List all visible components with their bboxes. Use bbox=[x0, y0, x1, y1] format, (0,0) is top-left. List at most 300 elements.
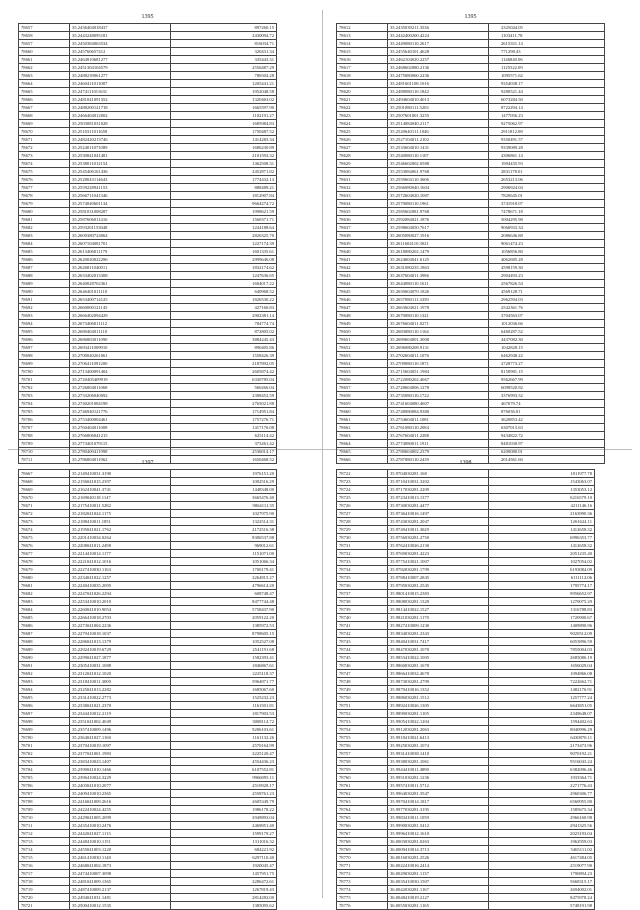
coordinate-cell: 35.9717030281.2209 bbox=[388, 486, 489, 494]
value-cell: 1385972.53 bbox=[171, 622, 277, 630]
value-cell: 1462508.31 bbox=[171, 160, 277, 168]
row-id-cell: 78677 bbox=[19, 550, 70, 558]
value-cell: 2605349.79 bbox=[171, 798, 277, 806]
sheet-title: 1395 bbox=[141, 14, 154, 20]
row-id-cell: 78694 bbox=[19, 686, 70, 694]
value-cell: 6193084.09 bbox=[489, 566, 595, 574]
value-cell: 640968.52 bbox=[171, 288, 277, 296]
value-cell: 1320463.02 bbox=[171, 96, 277, 104]
row-id-cell: 78665 bbox=[19, 88, 70, 96]
row-id-cell: 78709 bbox=[19, 806, 70, 814]
row-id-cell: 78660 bbox=[337, 408, 388, 416]
table-row bbox=[337, 56, 605, 64]
table-row bbox=[19, 662, 277, 670]
coordinate-cell: 35.2722080202.4667 bbox=[388, 376, 489, 384]
value-cell: 1757276.71 bbox=[171, 416, 277, 424]
coordinate-cell: 35.9801410015.2383 bbox=[388, 590, 489, 598]
coordinate-cell: 35.2533604010.1431 bbox=[388, 144, 489, 152]
table-row bbox=[19, 798, 277, 806]
value-cell: 2023193.04 bbox=[489, 830, 595, 838]
row-id-cell: 78688 bbox=[19, 272, 70, 280]
row-id-cell: 78694 bbox=[19, 320, 70, 328]
row-id-cell: 78689 bbox=[19, 646, 70, 654]
row-id-cell: 78745 bbox=[337, 654, 388, 662]
table-row bbox=[337, 96, 605, 104]
value-cell: 2902381.14 bbox=[171, 312, 277, 320]
row-id-cell: 78704 bbox=[19, 400, 70, 408]
value-cell: 4211146.16 bbox=[489, 502, 595, 510]
row-id-cell: 78626 bbox=[337, 136, 388, 144]
value-cell: 1414283.34 bbox=[171, 136, 277, 144]
table-row bbox=[19, 264, 277, 272]
value-cell: 4796614.20 bbox=[171, 582, 277, 590]
table-row bbox=[19, 56, 277, 64]
coordinate-cell: 35.2451304104579 bbox=[70, 64, 171, 72]
value-cell: 335443.31 bbox=[171, 56, 277, 64]
coordinate-cell: 35.2593201153048 bbox=[70, 224, 171, 232]
value-cell: 4598159.30 bbox=[489, 264, 605, 272]
value-cell: 8475978.24 bbox=[489, 894, 595, 902]
value-cell: 625114.42 bbox=[171, 432, 277, 440]
row-id-cell: 78684 bbox=[19, 606, 70, 614]
value-cell: 3704563.07 bbox=[489, 312, 605, 320]
value-cell: 786504.28 bbox=[171, 72, 277, 80]
value-cell: 427166.83 bbox=[171, 304, 277, 312]
table-row bbox=[337, 678, 595, 686]
row-id-cell: 78680 bbox=[19, 574, 70, 582]
table-row bbox=[337, 870, 595, 878]
table-row bbox=[337, 80, 605, 88]
table-row bbox=[337, 272, 605, 280]
table-row bbox=[19, 734, 277, 742]
row-id-cell: 78670 bbox=[19, 494, 70, 502]
coordinate-cell: 35.9918410021.6413 bbox=[388, 734, 489, 742]
table-row bbox=[337, 470, 595, 478]
row-id-cell: 78653 bbox=[337, 352, 388, 360]
table-row bbox=[19, 598, 277, 606]
value-cell: 6200080.01 bbox=[489, 448, 605, 456]
value-cell: 1826530.22 bbox=[171, 296, 277, 304]
value-cell: 1790894.23 bbox=[489, 870, 595, 878]
row-id-cell: 78753 bbox=[337, 718, 388, 726]
coordinate-cell: 36.0003030281.0263 bbox=[388, 838, 489, 846]
table-row bbox=[337, 352, 605, 360]
value-cell: 2225120.47 bbox=[171, 750, 277, 758]
value-cell: 7222662.71 bbox=[489, 678, 595, 686]
table-row bbox=[19, 176, 277, 184]
row-id-cell: 78700 bbox=[19, 368, 70, 376]
value-cell: 2051235.40 bbox=[489, 550, 595, 558]
value-cell: 2999646.08 bbox=[171, 256, 277, 264]
coordinate-cell: 35.9866410032.4678 bbox=[388, 670, 489, 678]
table-row bbox=[337, 232, 605, 240]
table-row bbox=[19, 128, 277, 136]
table-row bbox=[19, 854, 277, 862]
value-cell: 1812907.84 bbox=[171, 192, 277, 200]
value-cell: 3376993.52 bbox=[489, 392, 605, 400]
row-id-cell: 78706 bbox=[19, 416, 70, 424]
coordinate-cell: 35.2670080110.1321 bbox=[388, 312, 489, 320]
row-id-cell: 78649 bbox=[337, 320, 388, 328]
table-row bbox=[337, 112, 605, 120]
value-cell: 4062685.28 bbox=[489, 256, 605, 264]
table-row bbox=[337, 64, 605, 72]
value-cell: 1027975.90 bbox=[171, 510, 277, 518]
row-id-cell: 78691 bbox=[19, 662, 70, 670]
value-cell: 1205441.21 bbox=[171, 80, 277, 88]
value-cell: 9206103.61 bbox=[171, 726, 277, 734]
value-cell: 9956652.97 bbox=[489, 590, 595, 598]
coordinate-cell: 35.2713400091404 bbox=[70, 368, 171, 376]
coordinate-cell: 35.2574040601134 bbox=[70, 200, 171, 208]
value-cell: 1482176.91 bbox=[489, 686, 595, 694]
row-id-cell: 78693 bbox=[19, 678, 70, 686]
row-id-cell: 78712 bbox=[19, 830, 70, 838]
row-id-cell: 78771 bbox=[337, 862, 388, 870]
table-row bbox=[337, 590, 595, 598]
value-cell: 1103411.78 bbox=[489, 32, 605, 40]
coordinate-cell: 35.2528043114643 bbox=[70, 176, 171, 184]
value-cell: 9066933.34 bbox=[489, 224, 605, 232]
value-cell: 1994435.93 bbox=[489, 160, 605, 168]
row-id-cell: 78652 bbox=[337, 344, 388, 352]
table-row bbox=[19, 678, 277, 686]
value-cell: 2101593.32 bbox=[171, 152, 277, 160]
value-cell: 1146840.06 bbox=[489, 56, 605, 64]
coordinate-cell: 35.2312041012.1020 bbox=[70, 670, 171, 678]
coordinate-cell: 35.2273041004.2236 bbox=[70, 622, 171, 630]
table-row bbox=[337, 200, 605, 208]
row-id-cell: 78755 bbox=[337, 734, 388, 742]
coordinate-cell: 35.9840410031.7417 bbox=[388, 638, 489, 646]
row-id-cell: 78773 bbox=[337, 878, 388, 886]
row-id-cell: 78657 bbox=[337, 384, 388, 392]
value-cell: 1267819.43 bbox=[171, 886, 277, 894]
row-id-cell: 78621 bbox=[337, 96, 388, 104]
value-cell: 608748.47 bbox=[171, 590, 277, 598]
table-row bbox=[337, 48, 605, 56]
value-cell: 2685086.19 bbox=[489, 654, 595, 662]
table-row bbox=[337, 686, 595, 694]
coordinate-cell: 35.2787080110.2439 bbox=[388, 456, 489, 464]
row-id-cell: 78655 bbox=[337, 368, 388, 376]
value-cell: 1257777.24 bbox=[489, 694, 595, 702]
coordinate-cell: 35.9704030281.168 bbox=[388, 470, 489, 478]
row-id-cell: 78678 bbox=[19, 558, 70, 566]
table-row bbox=[337, 534, 595, 542]
coordinate-cell: 35.2149410031.3190 bbox=[70, 470, 171, 478]
coordinate-cell: 35.2442400200.4224 bbox=[388, 32, 489, 40]
coordinate-cell: 35.2585602081.9768 bbox=[388, 208, 489, 216]
table-row bbox=[19, 328, 277, 336]
table-row bbox=[19, 80, 277, 88]
coordinate-cell: 35.2331410022.2773 bbox=[70, 694, 171, 702]
value-cell: 1525232.23 bbox=[171, 694, 277, 702]
table-row bbox=[337, 758, 595, 766]
row-id-cell: 78628 bbox=[337, 152, 388, 160]
row-id-cell: 78732 bbox=[337, 550, 388, 558]
coordinate-cell: 35.2706411091200 bbox=[70, 360, 171, 368]
coordinate-cell: 36.0035410030.1507 bbox=[388, 878, 489, 886]
value-cell: 2960306.77 bbox=[489, 790, 595, 798]
table-row bbox=[19, 822, 277, 830]
value-cell: 1311016.32 bbox=[171, 838, 277, 846]
value-cell: 6330785.04 bbox=[171, 376, 277, 384]
value-cell: 1599179.27 bbox=[171, 830, 277, 838]
row-id-cell: 78668 bbox=[19, 478, 70, 486]
value-cell: 684221.92 bbox=[171, 846, 277, 854]
table-row bbox=[337, 328, 605, 336]
coordinate-cell: 35.9834030281.2343 bbox=[388, 630, 489, 638]
vertical-divider bbox=[322, 10, 323, 898]
value-cell: 2542361.76 bbox=[489, 304, 605, 312]
value-cell: 6073284.50 bbox=[489, 96, 605, 104]
row-id-cell: 78719 bbox=[19, 886, 70, 894]
coordinate-cell: 35.2455640101.4628 bbox=[388, 48, 489, 56]
coordinate-cell: 36.0016030281.2526 bbox=[388, 854, 489, 862]
coordinate-cell: 35.2598604050.7617 bbox=[388, 224, 489, 232]
value-cell: 2570164.99 bbox=[171, 742, 277, 750]
coordinate-cell: 36.0048410019.2127 bbox=[388, 894, 489, 902]
coordinate-cell: 35.2201410034.0264 bbox=[70, 534, 171, 542]
row-id-cell: 78750 bbox=[337, 694, 388, 702]
row-id-cell: 78749 bbox=[337, 686, 388, 694]
table-row bbox=[19, 240, 277, 248]
value-cell: 2605874.42 bbox=[171, 368, 277, 376]
row-id-cell: 78680 bbox=[19, 208, 70, 216]
table-row bbox=[19, 862, 277, 870]
row-id-cell: 78763 bbox=[337, 798, 388, 806]
row-id-cell: 78695 bbox=[19, 328, 70, 336]
table-row bbox=[337, 424, 605, 432]
table-row bbox=[19, 424, 277, 432]
value-cell: 1322514.31 bbox=[171, 518, 277, 526]
value-cell: 2059122.20 bbox=[171, 614, 277, 622]
table-row bbox=[337, 224, 605, 232]
table-row bbox=[337, 240, 605, 248]
row-id-cell: 78709 bbox=[19, 440, 70, 448]
table-row bbox=[19, 774, 277, 782]
table-row bbox=[19, 886, 277, 894]
table-row bbox=[337, 494, 595, 502]
row-id-cell: 78760 bbox=[337, 774, 388, 782]
coordinate-cell: 35.2631080235.1863 bbox=[388, 264, 489, 272]
value-cell: 1594402.63 bbox=[489, 718, 595, 726]
row-id-cell: 78683 bbox=[19, 232, 70, 240]
value-cell: 1417176.08 bbox=[171, 424, 277, 432]
row-id-cell: 78691 bbox=[19, 296, 70, 304]
table-row bbox=[337, 368, 605, 376]
table-row bbox=[337, 448, 605, 456]
coordinate-cell: 35.2666402094429 bbox=[70, 312, 171, 320]
value-cell: 5964871.77 bbox=[171, 678, 277, 686]
coordinate-cell: 35.9756030281.2750 bbox=[388, 534, 489, 542]
coordinate-cell: 35.2338041021.2370 bbox=[70, 702, 171, 710]
coordinate-cell: 35.2234041022.1257 bbox=[70, 574, 171, 582]
row-id-cell: 78717 bbox=[19, 870, 70, 878]
value-cell: 1558426.39 bbox=[171, 352, 277, 360]
row-id-cell: 78617 bbox=[337, 64, 388, 72]
table-row bbox=[19, 352, 277, 360]
value-cell: 3665476.40 bbox=[171, 494, 277, 502]
table-row bbox=[19, 470, 277, 478]
coordinate-cell: 35.2442041027.1113 bbox=[70, 830, 171, 838]
value-cell: 6996353.77 bbox=[489, 534, 595, 542]
table-row bbox=[19, 606, 277, 614]
value-cell: 3884245.43 bbox=[171, 336, 277, 344]
coordinate-cell: 35.2676604011.0271 bbox=[388, 320, 489, 328]
table-row bbox=[337, 806, 595, 814]
row-id-cell: 78704 bbox=[19, 766, 70, 774]
value-cell: 2225118.37 bbox=[171, 670, 277, 678]
value-cell: 5668315.17 bbox=[489, 878, 595, 886]
table-row bbox=[19, 638, 277, 646]
value-cell: 1051066.34 bbox=[171, 558, 277, 566]
table-row bbox=[337, 408, 605, 416]
row-id-cell: 78696 bbox=[19, 336, 70, 344]
table-row bbox=[337, 152, 605, 160]
row-id-cell: 78702 bbox=[19, 750, 70, 758]
table-row bbox=[19, 510, 277, 518]
table-row bbox=[19, 48, 277, 56]
row-id-cell: 78662 bbox=[337, 424, 388, 432]
row-id-cell: 78667 bbox=[19, 470, 70, 478]
coordinate-cell: 35.2660000121145 bbox=[70, 304, 171, 312]
coordinate-cell: 35.2461410030.1140 bbox=[70, 854, 171, 862]
value-cell: 1604017.22 bbox=[171, 280, 277, 288]
table-row bbox=[337, 622, 595, 630]
row-id-cell: 78674 bbox=[19, 526, 70, 534]
table-row bbox=[337, 574, 595, 582]
coordinate-cell: 35.2195041021.1762 bbox=[70, 526, 171, 534]
value-cell: 1700179.41 bbox=[171, 566, 277, 574]
coordinate-cell: 35.2592084021.1876 bbox=[388, 216, 489, 224]
row-id-cell: 78756 bbox=[337, 742, 388, 750]
table-row bbox=[337, 558, 595, 566]
row-id-cell: 78635 bbox=[337, 208, 388, 216]
table-row bbox=[19, 200, 277, 208]
value-cell: 5004295.98 bbox=[489, 216, 605, 224]
row-id-cell: 78671 bbox=[19, 502, 70, 510]
coordinate-cell: 35.2488080110.1842 bbox=[388, 88, 489, 96]
table-row bbox=[19, 40, 277, 48]
table-row bbox=[337, 416, 605, 424]
row-id-cell: 78672 bbox=[19, 144, 70, 152]
coordinate-cell: 35.2754604011.1081 bbox=[388, 416, 489, 424]
value-cell: 1270075.29 bbox=[489, 598, 595, 606]
row-id-cell: 78775 bbox=[337, 894, 388, 902]
table-row bbox=[337, 862, 595, 870]
value-cell: 872805.02 bbox=[171, 328, 277, 336]
value-cell: 320431.34 bbox=[171, 48, 277, 56]
value-cell: 1448348.00 bbox=[171, 486, 277, 494]
value-cell: 1477056.23 bbox=[489, 112, 605, 120]
value-cell: 1846867.61 bbox=[171, 662, 277, 670]
coordinate-cell: 35.2726804011068 bbox=[70, 384, 171, 392]
table-row bbox=[337, 184, 605, 192]
value-cell: 2814282.00 bbox=[171, 894, 277, 902]
coordinate-cell: 35.9964030281.3547 bbox=[388, 790, 489, 798]
coordinate-cell: 35.2673406011112 bbox=[70, 320, 171, 328]
table-row bbox=[337, 702, 595, 710]
row-id-cell: 78722 bbox=[337, 470, 388, 478]
value-cell: 1052527.08 bbox=[171, 638, 277, 646]
coordinate-cell: 35.2700040261061 bbox=[70, 352, 171, 360]
table-row bbox=[19, 416, 277, 424]
table-row bbox=[19, 710, 277, 718]
row-id-cell: 78708 bbox=[19, 798, 70, 806]
table-row bbox=[337, 902, 595, 910]
row-id-cell: 78693 bbox=[19, 312, 70, 320]
value-cell: 4617484.05 bbox=[489, 854, 595, 862]
table-row bbox=[19, 344, 277, 352]
coordinate-cell: 35.9983410011.1059 bbox=[388, 814, 489, 822]
row-id-cell: 78776 bbox=[337, 902, 388, 910]
coordinate-cell: 35.2507601001.3255 bbox=[388, 112, 489, 120]
row-id-cell: 78664 bbox=[337, 440, 388, 448]
coordinate-cell: 35.2443248095181 bbox=[70, 32, 171, 40]
value-cell: 2567826.54 bbox=[489, 280, 605, 288]
table-row bbox=[337, 478, 595, 486]
table-row bbox=[19, 790, 277, 798]
value-cell: 2826325.70 bbox=[171, 232, 277, 240]
row-id-cell: 78729 bbox=[337, 526, 388, 534]
value-cell: 1227174.39 bbox=[171, 240, 277, 248]
coordinate-cell: 35.2715604051.1984 bbox=[388, 368, 489, 376]
value-cell: 1650468.52 bbox=[171, 456, 277, 464]
row-id-cell: 78624 bbox=[337, 120, 388, 128]
coordinate-cell: 35.2546602002.0588 bbox=[388, 160, 489, 168]
value-cell: 6216579.10 bbox=[489, 494, 595, 502]
coordinate-cell: 35.2175410011.5282 bbox=[70, 502, 171, 510]
coordinate-cell: 35.2559228941153 bbox=[70, 184, 171, 192]
sheet-title: 1397 bbox=[141, 460, 154, 466]
table-row bbox=[19, 104, 277, 112]
coordinate-cell: 35.2527104011.2102 bbox=[388, 136, 489, 144]
table-row bbox=[337, 510, 595, 518]
row-id-cell: 78651 bbox=[337, 336, 388, 344]
value-cell: 6382096.46 bbox=[489, 766, 595, 774]
table-row bbox=[19, 518, 277, 526]
row-id-cell: 78633 bbox=[337, 192, 388, 200]
coordinate-cell: 35.2761080110.2084 bbox=[388, 424, 489, 432]
row-id-cell: 78616 bbox=[337, 56, 388, 64]
table-row bbox=[337, 486, 595, 494]
table-row bbox=[337, 638, 595, 646]
value-cell: 560266.04 bbox=[171, 384, 277, 392]
row-id-cell: 78707 bbox=[19, 424, 70, 432]
row-id-cell: 78698 bbox=[19, 352, 70, 360]
value-cell: 2653213.06 bbox=[489, 176, 605, 184]
coordinate-cell: 35.2686803011090 bbox=[70, 336, 171, 344]
table-row bbox=[337, 694, 595, 702]
value-cell: 9516043.24 bbox=[489, 758, 595, 766]
table-row bbox=[337, 822, 595, 830]
value-cell: 1585675.34 bbox=[489, 806, 595, 814]
row-id-cell: 78699 bbox=[19, 360, 70, 368]
table-row bbox=[19, 288, 277, 296]
coordinate-cell: 35.2357410009.1496 bbox=[70, 726, 171, 734]
coordinate-cell: 35.9827410009.1230 bbox=[388, 622, 489, 630]
value-cell: 9275062.97 bbox=[489, 120, 605, 128]
row-id-cell: 78677 bbox=[19, 184, 70, 192]
row-id-cell: 78643 bbox=[337, 272, 388, 280]
table-row bbox=[19, 304, 277, 312]
value-cell: 8150981.15 bbox=[489, 368, 605, 376]
table-row bbox=[19, 758, 277, 766]
value-cell: 1094866.08 bbox=[489, 670, 595, 678]
coordinate-cell: 35.9782030281.1799 bbox=[388, 566, 489, 574]
